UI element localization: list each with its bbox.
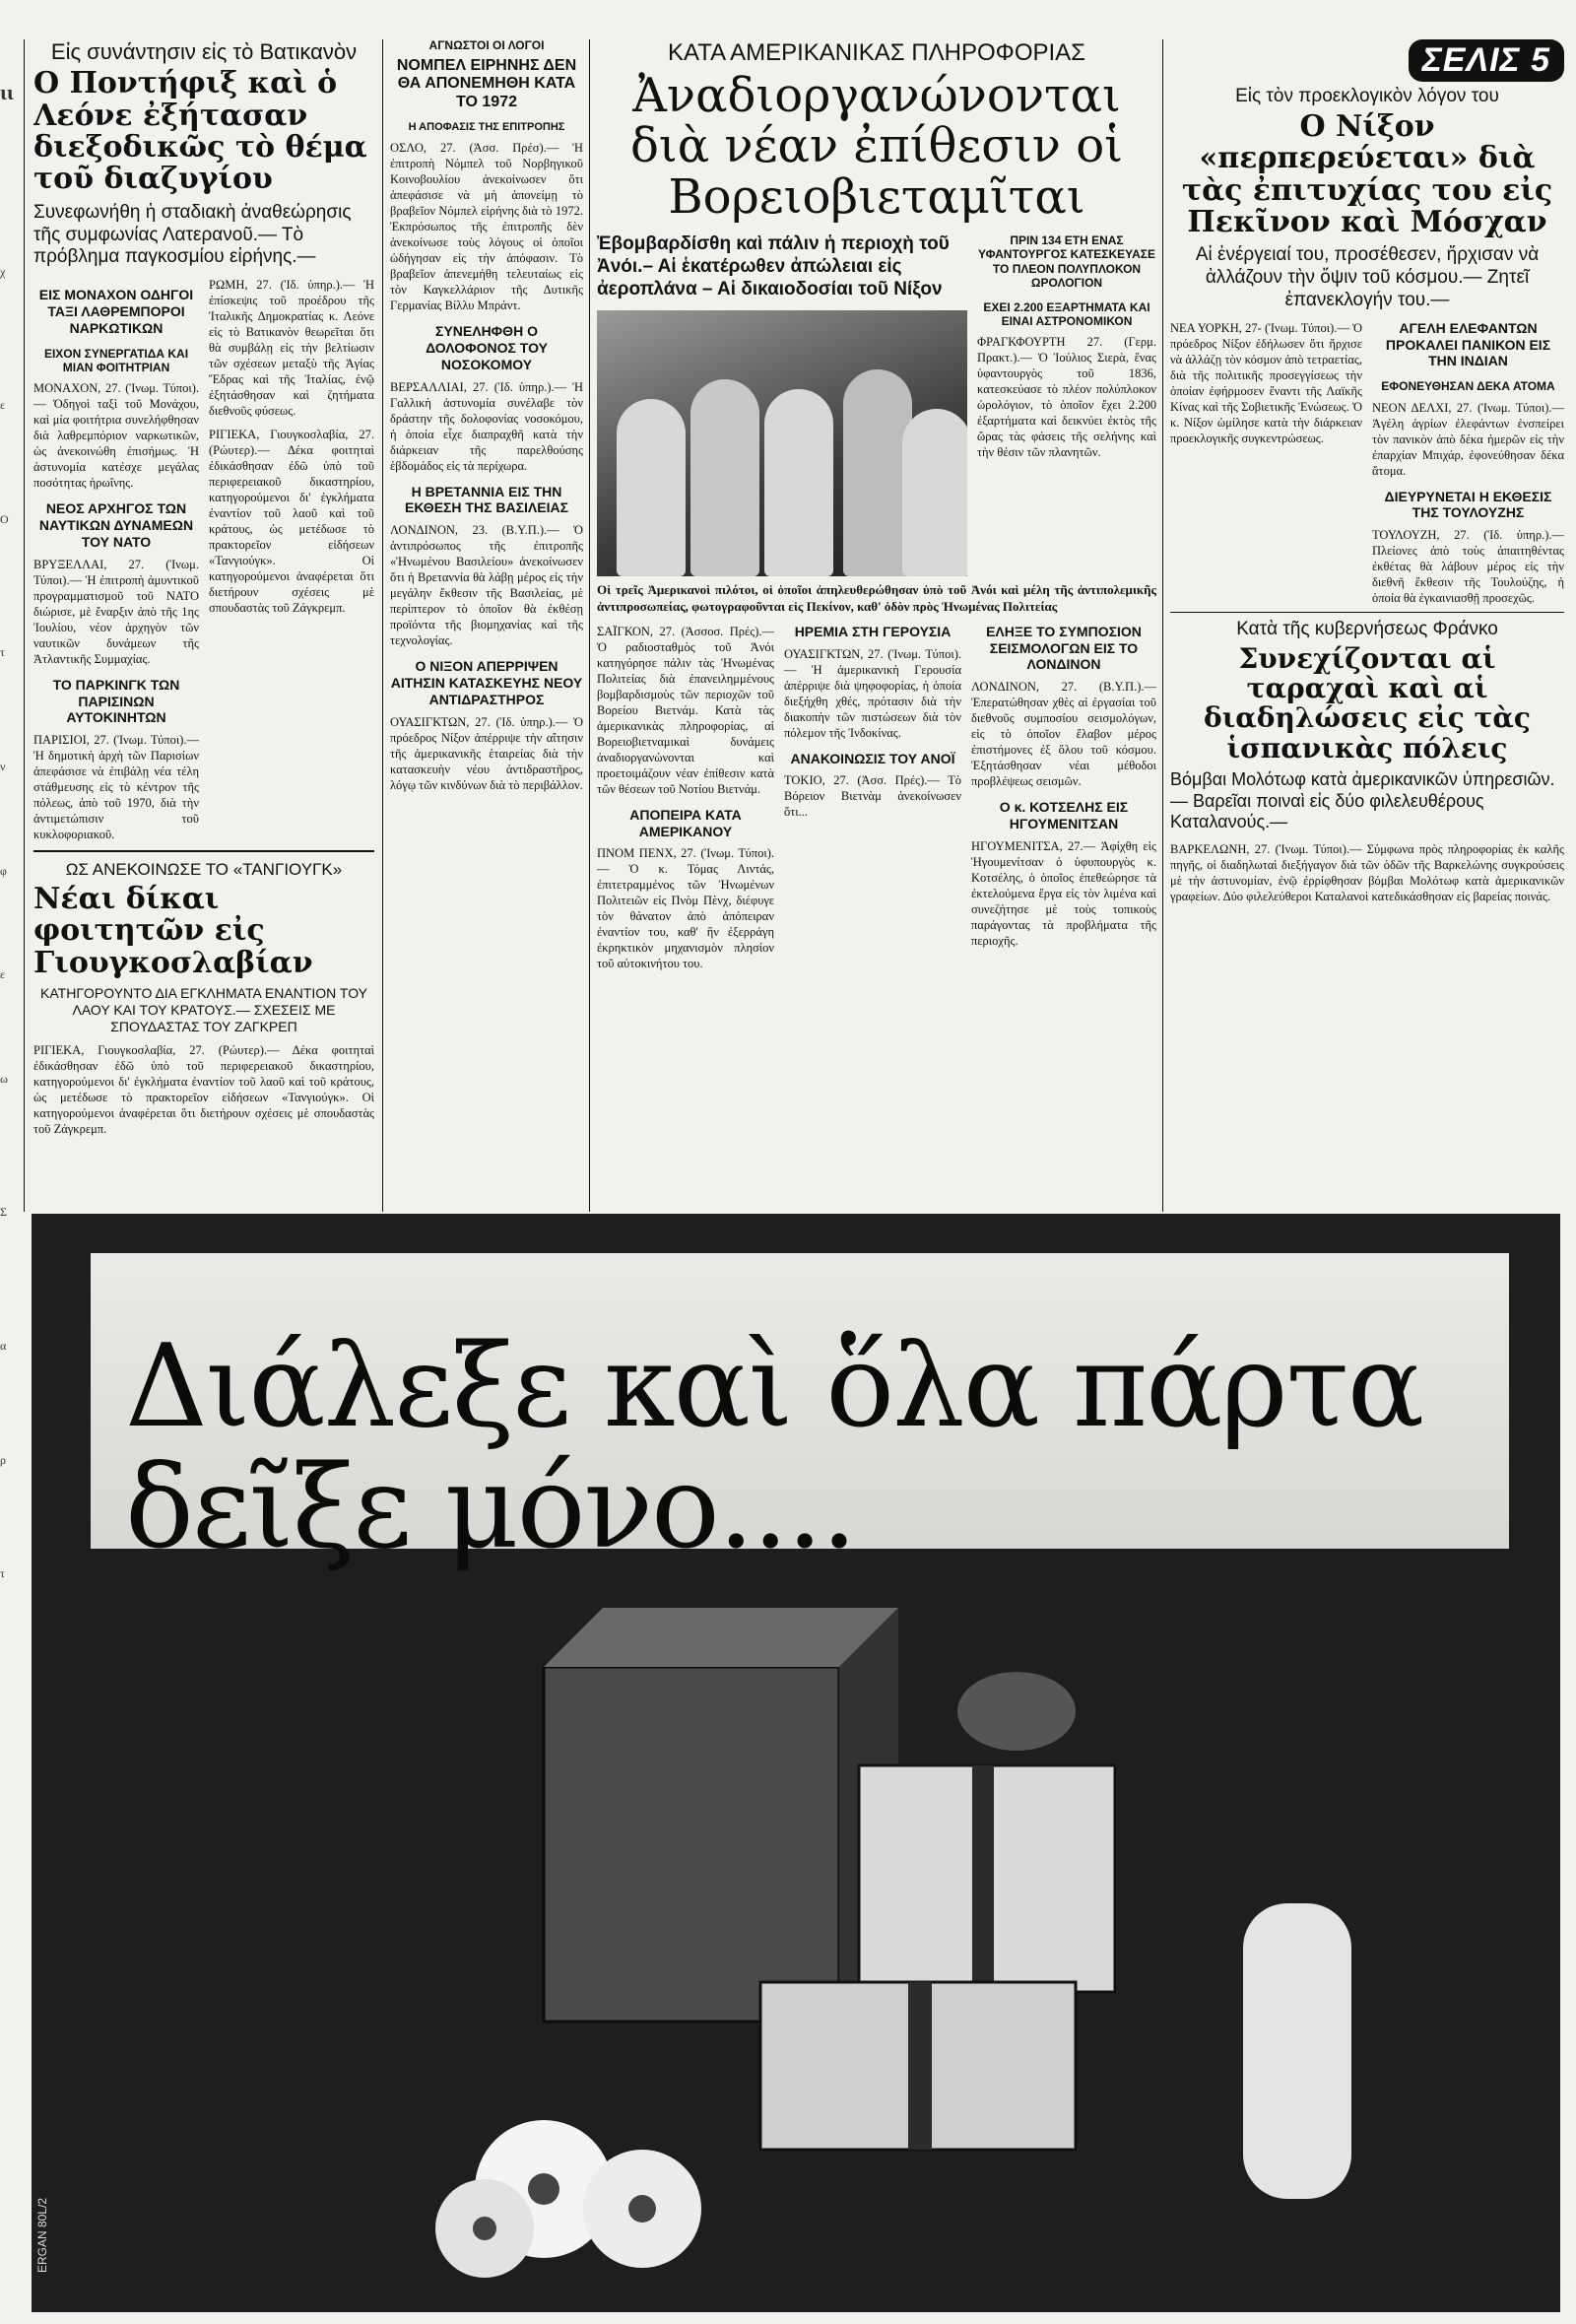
kicker-tanjug: ΩΣ ΑΝΕΚΟΙΝΩΣΕ ΤΟ «ΤΑΝΓΙΟΥΓΚ»: [65, 860, 343, 880]
edge-fragment: ν: [0, 759, 6, 773]
kicker-nixon: Εἰς τὸν προεκλογικὸν λόγον του: [1235, 86, 1499, 106]
body-nobel: ΟΣΛΟ, 27. (Ἀσσ. Πρέσ).— Ἡ ἐπιτροπὴ Νόμπελ τοῦ Νορβηγικοῦ Κοινοβουλίου ἀνεκοίνωσεν ὅτι ἀπεφάσισε νὰ μὴ ἀπονείμῃ τὸ βραβεῖον Νόμπελ εἰρήνης διὰ τὸ 1972. Ἐκπρόσωπος τῆς ἐπιτροπῆς δὲν ἀνεκοίνωσε τοὺς λόγους οἱ ὁποῖοι ὡδήγησαν εἰς τὴν ἀπόφασιν. Τὸ βραβεῖον ἀπενεμήθη τελευταίως εἰς τὸν Καγκελλάριον τῆς Δυτικῆς Γερμανίας Βίλλυ Μπράντ.: [390, 141, 583, 313]
deck-nixon: Αἱ ἐνέργειαί του, προσέθεσεν, ἤρχισαν νὰ ἀλλάζουν τὴν ὄψιν τοῦ κόσμου.— Ζητεῖ ἐπανεκλογήν του.—: [1195, 244, 1540, 310]
ad-headline-line-2: δεῖξε μόνο....: [125, 1440, 856, 1574]
deck-yugoslavia: ΚΑΤΗΓΟΡΟΥΝΤΟ ΔΙΑ ΕΓΚΛΗΜΑΤΑ ΕΝΑΝΤΙΟΝ ΤΟΥ ΛΑΟΥ ΚΑΙ ΤΟΥ ΚΡΑΤΟΥΣ.— ΣΧΕΣΕΙΣ ΜΕ ΣΠΟΥΔΑΣΤΑΣ ΤΟΥ ΖΑΓΚΡΕΠ: [40, 984, 367, 1034]
column-rule: [589, 39, 590, 1212]
subhead-nurse: ΣΥΝΕΛΗΦΘΗ Ο ΔΟΛΟΦΟΝΟΣ ΤΟΥ ΝΟΣΟΚΟΜΟΥ: [426, 323, 548, 372]
subhead-clock: ΠΡΙΝ 134 ΕΤΗ ΕΝΑΣ ΥΦΑΝΤΟΥΡΓΟΣ ΚΑΤΕΣΚΕΥΑΣΕ ΤΟ ΠΛΕΟΝ ΠΟΛΥΠΛΟΚΟΝ ΩΡΟΛΟΓΙΟΝ: [978, 233, 1155, 291]
page-badge: ΣΕΛΙΣ 5: [1409, 39, 1564, 82]
deck-vietnam: Ἐβομβαρδίσθη καὶ πάλιν ἡ περιοχὴ τοῦ Ἀνόι.– Αἱ ἑκατέρωθεν ἀπώλειαι εἰς ἀεροπλάνα – Αἱ δικαιοδοσίαι τοῦ Νίξον: [597, 233, 950, 299]
advertisement: [32, 1214, 1560, 2312]
edge-fragment: χ: [0, 264, 6, 279]
edge-fragment: τ: [0, 645, 5, 660]
body-vietnam: ΣΑΪΓΚΟΝ, 27. (Ἀσσοσ. Πρές).— Ὁ ραδιοσταθμὸς τοῦ Ἀνόι κατηγόρησε πάλιν τὰς Ἡνωμένας Πολιτείας διὰ ἐπανειλημμένους βομβαρδισμοὺς τῶν περιοχῶν τοῦ Βορείου Βιετνάμ. Κατὰ τὰς ἀμερικανικὰς πληροφορίας, αἱ Βορειοβιετναμικαὶ δυνάμεις ἀναδιοργανώνονται καὶ προετοιμάζουν νέαν ἐπίθεσιν κατὰ τῶν θέσεων τοῦ Νοτίου Βιετνάμ.: [597, 624, 774, 796]
edge-fragment: α: [0, 1338, 7, 1353]
ad-headline-line-1: Διάλεξε καὶ ὅλα πάρτα: [125, 1320, 1423, 1453]
subhead-taxi: ΕΙΣ ΜΟΝΑΧΟΝ ΟΔΗΓΟΙ ΤΑΞΙ ΛΑΘΡΕΜΠΟΡΟΙ ΝΑΡΚΩΤΙΚΩΝ: [38, 287, 194, 336]
kicker-franco: Κατὰ τῆς κυβερνήσεως Φράνκο: [1236, 619, 1498, 640]
edge-fragment: φ: [0, 863, 7, 878]
subhead-attempt: ΑΠΟΠΕΙΡΑ ΚΑΤΑ ΑΜΕΡΙΚΑΝΟΥ: [629, 806, 742, 839]
body-toulouse: ΤΟΥΛΟΥΖΗ, 27. (Ἰδ. ὑπηρ.).— Πλείονες ἀπὸ τοὺς ἀπαιτηθέντας ἐκθέτας θὰ λάβουν μέρος εἰς τὴν διεθνῆ ἔκθεσιν τῆς Τουλούζης, ἡ ὁποία θὰ ἐγκαινιασθῇ προσεχῶς.: [1372, 528, 1564, 606]
body-spain: ΒΑΡΚΕΛΩΝΗ, 27. (Ἰνωμ. Τύποι).— Σύμφωνα πρὸς πληροφορίας ἐκ καλῆς πηγῆς, οἱ διαδηλωταὶ διεξήγαγον διὰ τῶν ὁδῶν τῆς Βαρκελώνης συγκρούσεις μὲ τὴν ἀστυνομίαν, ἐνῷ ἐρρίφθησαν βόμβαι Μολότωφ κατὰ ἀμερικανικῶν γραφείων. Δύο φιλελεύθεροι Καταλανοὶ κατεδικάσθησαν εἰς βαρείας ποινάς.: [1170, 841, 1564, 903]
column-vietnam: [597, 39, 1156, 971]
edge-fragment: Ο: [0, 511, 9, 526]
subhead-kotselis: Ο κ. ΚΟΤΣΕΛΗΣ ΕΙΣ ΗΓΟΥΜΕΝΙΤΣΑΝ: [999, 799, 1129, 831]
kicker-vatican: Εἰς συνάντησιν εἰς τὸ Βατικανὸν: [50, 39, 358, 64]
body-parking: ΠΑΡΙΣΙΟΙ, 27. (Ἰνωμ. Τύποι).— Ἡ δημοτικὴ ἀρχὴ τῶν Παρισίων ἀπεφάσισε νὰ ἐπιβάλῃ νέα τέλη στάθμευσης εἰς τὸ κέντρον τῆς πόλεως, ἀπὸ τοῦ 1970, διὰ τὴν ἀντιμετώπισιν τοῦ κυκλοφοριακοῦ.: [33, 733, 199, 842]
ad-credit: ERGAN 80L/2: [35, 2197, 49, 2273]
subhead-seismologists: ΕΛΗΞΕ ΤΟ ΣΥΜΠΟΣΙΟΝ ΣΕΙΣΜΟΛΟΓΩΝ ΕΙΣ ΤΟ ΛΟΝΔΙΝΟΝ: [986, 623, 1142, 673]
column-rule: [382, 39, 383, 1212]
body-nixon: ΝΕΑ ΥΟΡΚΗ, 27- (Ἰνωμ. Τύποι).— Ὁ πρόεδρος Νίξον ἐδήλωσεν ὅτι ἤρχισε νὰ ἀλλάζῃ τὸν κόσμον ἀπὸ τετραετίας, διὰ τῆς πολιτικῆς προσεγγίσεως τὴν ὁποίαν ἐφήρμοσεν ἔναντι τῆς Λαϊκῆς Κίνας καὶ τῆς Σοβιετικῆς Ἑνώσεως. Ὁ κ. Νίξον ὡμίλησε κατὰ τὴν διάρκειαν προεκλογικῆς συγκεντρώσεως.: [1170, 320, 1362, 445]
column-rule: [1162, 39, 1163, 1212]
body-nurse: ΒΕΡΣΑΛΛΙΑΙ, 27. (Ἰδ. ὑπηρ.).— Ἡ Γαλλικὴ ἀστυνομία συνέλαβε τὸν δράστην τῆς δολοφονίας νοσοκόμου, ἡ ὁποία εἶχε διαπραχθῆ κατὰ τὴν διάρκειαν τῆς παρελθούσης ἑβδομάδος εἰς τὰ περίχωρα.: [390, 379, 583, 473]
subhead-clock-2: ΕΧΕΙ 2.200 ΕΞΑΡΤΗΜΑΤΑ ΚΑΙ ΕΙΝΑΙ ΑΣΤΡΟΝΟΜΙΚΟΝ: [983, 299, 1150, 329]
body-vatican: ΡΩΜΗ, 27. (Ἰδ. ὑπηρ.).— Ἡ ἐπίσκεψις τοῦ προέδρου τῆς Ἰταλικῆς Δημοκρατίας κ. Λεόνε εἰς τὸ Βατικανὸν θεωρεῖται ὅτι θὰ συμβάλῃ εἰς τὴν βελτίωσιν τῶν σχέσεων μεταξὺ τῆς Ἁγίας Ἕδρας καὶ τῆς Ἰταλίας, ἐνῷ ἐξητάσθησαν καὶ ζητήματα διεθνοῦς φύσεως.: [209, 278, 374, 419]
subhead-taxi-2: ΕΙΧΟΝ ΣΥΝΕΡΓΑΤΙΔΑ ΚΑΙ ΜΙΑΝ ΦΟΙΤΗΤΡΙΑΝ: [43, 346, 189, 375]
body-clock: ΦΡΑΓΚΦΟΥΡΤΗ 27. (Γερμ. Πρακτ.).— Ὁ Ἰούλιος Σιερὰ, ἕνας ὑφαντουργὸς τοῦ 1836, κατεσκεύασε τὸ πλέον πολύπλοκον ὡρολόγιον, τὸ ὁποῖον ἔχει 2.200 ἐξαρτήματα καὶ δεικνύει ἐκτὸς τῆς ὥρας τὰς φάσεις τῆς σελήνης καὶ τὴν θέσιν τῶν πλανητῶν.: [977, 335, 1156, 460]
subhead-nixon-reactor: Ο ΝΙΞΟΝ ΑΠΕΡΡΙΨΕΝ ΑΙΤΗΣΙΝ ΚΑΤΑΣΚΕΥΗΣ ΝΕΟΥ ΑΝΤΙΔΡΑΣΤΗΡΟΣ: [390, 658, 583, 707]
headline-nobel: ΝΟΜΠΕΛ ΕΙΡΗΝΗΣ ΔΕΝ ΘΑ ΑΠΟΝΕΜΗΘΗ ΚΑΤΑ ΤΟ 1972: [396, 56, 577, 110]
body-yugoslavia: ΡΙΓΙΕΚΑ, Γιουγκοσλαβία, 27. (Ρώυτερ).— Δέκα φοιτηταὶ ἐδικάσθησαν ἐδῶ ὑπὸ τοῦ περιφερειακοῦ δικαστηρίου, κατηγορούμενοι δι' ἐγκλήματα ἐναντίον τοῦ λαοῦ καὶ τοῦ κράτους, ὡς μετέδωσε τὸ πρακτορεῖον εἰδήσεων «Τανγιούγκ». Οἱ κατηγορούμενοι ἀναφέρεται ὅτι διετήρουν σχέσεις μὲ σπουδαστὰς τοῦ Ζάγκρεμπ.: [33, 1043, 374, 1137]
left-edge-fragments: [0, 39, 22, 1813]
photo-caption: Οἱ τρεῖς Ἀμερικανοὶ πιλότοι, οἱ ὁποῖοι ἀπηλευθερώθησαν ὑπὸ τοῦ Ἀνόι καὶ μέλη τῆς ἀντιπολεμικῆς ἀντιπροσωπείας, φωτογραφοῦνται εἰς Πεκίνον, καθ' ὁδὸν πρὸς Ἡνωμένας Πολιτείας: [597, 582, 1156, 615]
subhead-parking: ΤΟ ΠΑΡΚΙΝΓΚ ΤΩΝ ΠΑΡΙΣΙΝΩΝ ΑΥΤΟΚΙΝΗΤΩΝ: [52, 676, 180, 726]
headline-vietnam: Ἀναδιοργανώνονται διὰ νέαν ἐπίθεσιν οἱ Βορειοβιεταμῖται: [630, 67, 1123, 226]
column-nixon: [1170, 39, 1564, 904]
headline-nixon: Ο Νίξον «περπερεύεται» διὰ τὰς ἐπιτυχίας του εἰς Πεκῖνον καὶ Μόσχαν: [1181, 108, 1553, 240]
deck-spain: Βόμβαι Μολότωφ κατὰ ἀμερικανικῶν ὑπηρεσιῶν.— Βαρεῖαι ποιναὶ εἰς δύο φιλελευθέρους Καταλανούς.—: [1170, 768, 1555, 832]
body-senate: ΟΥΑΣΙΓΚΤΩΝ, 27. (Ἰνωμ. Τύποι).— Ἡ ἀμερικανικὴ Γερουσία ἀπέρριψε διὰ ψηφοφορίας, ἡ ὁποία διεξήχθη χθές, πρότασιν διὰ τὴν διακοπὴν τῶν πιστώσεων διὰ τὸν πόλεμον τῆς Ἰνδοκίνας.: [784, 646, 961, 740]
body-seismologists: ΛΟΝΔΙΝΟΝ, 27. (Β.Υ.Π.).— Ἐπερατώθησαν χθὲς αἱ ἐργασίαι τοῦ διεθνοῦς συμποσίου σεισμολόγων, εἰς τὸ ὁποῖον ἔλαβον μέρος ἐπιστήμονες ἐξ ὅλου τοῦ κόσμου. Ἐξητάσθησαν νέαι μέθοδοι προβλέψεως σεισμῶν.: [971, 680, 1156, 789]
subhead-elephants-2: ΕΦΟΝΕΥΘΗΣΑΝ ΔΕΚΑ ΑΤΟΜΑ: [1381, 379, 1555, 394]
column-nobel: [390, 39, 583, 793]
headline-yugoslavia: Νέαι δίκαι φοιτητῶν εἰς Γιουγκοσλαβίαν: [33, 881, 313, 980]
pilots-photo: [597, 310, 967, 576]
gift-boxes-illustration: [32, 1214, 1560, 2312]
body-nixon-reactor: ΟΥΑΣΙΓΚΤΩΝ, 27. (Ἰδ. ὑπηρ.).— Ὁ πρόεδρος Νίξον ἀπέρριψε τὴν αἴτησιν τῆς ἀμερικανικῆς ἑταιρείας διὰ τὴν κατασκευὴν νέου ἀντιδραστῆρος, λόγῳ τῶν κινδύνων διὰ τὸ περιβάλλον.: [390, 714, 583, 792]
subhead-hanoi: ΑΝΑΚΟΙΝΩΣΙΣ ΤΟΥ ΑΝΟΪ: [790, 750, 955, 766]
headline-vatican: Ο Ποντήφιξ καὶ ὁ Λεόνε ἐξήτασαν διεξοδικῶς τὸ θέμα τοῦ διαζυγίου: [33, 66, 367, 197]
edge-fragment: τ: [0, 1566, 5, 1581]
column-vatican: [33, 39, 374, 1137]
subhead-elephants: ΑΓΕΛΗ ΕΛΕΦΑΝΤΩΝ ΠΡΟΚΑΛΕΙ ΠΑΝΙΚΟΝ ΕΙΣ ΤΗΝ ΙΝΔΙΑΝ: [1385, 319, 1551, 369]
body-elephants: ΝΕΟΝ ΔΕΛΧΙ, 27. (Ἰνωμ. Τύποι).— Ἀγέλη ἀγρίων ἐλεφάντων ἐνσπείρει τὸν πανικὸν ἀπὸ δέκα ἡμερῶν εἰς τὴν ἐπαρχίαν Μπιχάρ, ἐφονεύθησαν δέκα ἄτομα.: [1372, 400, 1564, 478]
column-rule: [24, 39, 25, 1212]
subhead-toulouse: ΔΙΕΥΡΥΝΕΤΑΙ Η ΕΚΘΕΣΙΣ ΤΗΣ ΤΟΥΛΟΥΖΗΣ: [1384, 488, 1552, 521]
edge-fragment: ρ: [0, 1452, 6, 1467]
edge-fragment: ε: [0, 398, 6, 413]
edge-fragment: ω: [0, 1071, 8, 1086]
edge-fragment: ε: [0, 967, 6, 982]
edge-fragment: Σ: [0, 1205, 7, 1220]
body-britain: ΛΟΝΔΙΝΟΝ, 23. (Β.Υ.Π.).— Ὁ ἀντιπρόσωπος τῆς ἐπιτροπῆς «Ἡνωμένου Βασιλείου» ἀνεκοίνωσεν ὅτι ἡ Βρεταννία θὰ λάβῃ μέρος εἰς τὴν μεγάλην ἔκθεσιν τῆς Βασιλείας, μὲ περίπτερον τὸ ὁποῖον θὰ ἐκθέσῃ προϊόντα τῆς βιομηχανίας καὶ τῆς τεχνολογίας.: [390, 523, 583, 648]
body-kotselis: ΗΓΟΥΜΕΝΙΤΣΑ, 27.— Ἀφίχθη εἰς Ἡγουμενίτσαν ὁ ὑφυπουργὸς κ. Κοτσέλης, ὁ ὁποῖος ἐπεθεώρησε τὰ ἐκτελούμενα ἔργα εἰς τὸν λιμένα καὶ συνεζήτησε μὲ τοὺς τοπικοὺς παράγοντας τὰ προβλήματα τῆς περιοχῆς.: [971, 838, 1156, 948]
kicker-vietnam: ΚΑΤΑ ΑΜΕΡΙΚΑΝΙΚΑΣ ΠΛΗΡΟΦΟΡΙΑΣ: [667, 39, 1086, 66]
subhead-nato: ΝΕΟΣ ΑΡΧΗΓΟΣ ΤΩΝ ΝΑΥΤΙΚΩΝ ΔΥΝΑΜΕΩΝ ΤΟΥ ΝΑΤΟ: [38, 500, 194, 551]
body-vatican-2: ΡΙΓΙΕΚΑ, Γιουγκοσλαβία, 27. (Ρώυτερ).— Δέκα φοιτηταὶ ἐδικάσθησαν ἐδῶ ὑπὸ τοῦ περιφερειακοῦ δικαστηρίου, κατηγορούμενοι δι' ἐγκλήματα ἐναντίον τοῦ λαοῦ καὶ τοῦ κράτους, ὡς μετέδωσε τὸ πρακτορεῖον εἰδήσεων «Τανγιούγκ». Οἱ κατηγορούμενοι ἀναφέρεται ὅτι διετήρουν σχέσεις μὲ σπουδαστὰς τοῦ Ζάγκρεμπ.: [209, 428, 374, 616]
body-hanoi: ΤΟΚΙΟ, 27. (Ἀσσ. Πρές).— Τὸ Βόρειον Βιετνὰμ ἀνεκοίνωσεν ὅτι...: [784, 773, 961, 820]
edge-fragment: ιι: [0, 80, 14, 104]
body-taxi: ΜΟΝΑΧΟΝ, 27. (Ἰνωμ. Τύποι).— Ὀδηγοὶ ταξὶ τοῦ Μονάχου, καὶ μία φοιτήτρια συνελήφθησαν διὰ λαθρεμπόριον ναρκωτικῶν, ὡς ἀνεκοινώθη ἐπισήμως. Ἡ ἀστυνομία κατέσχε μεγάλας ποσότητας ἡρωΐνης.: [33, 381, 199, 491]
subhead-senate: ΗΡΕΜΙΑ ΣΤΗ ΓΕΡΟΥΣΙΑ: [794, 623, 952, 639]
deck-vatican: Συνεφωνήθη ἡ σταδιακὴ ἀναθεώρησις τῆς συμφωνίας Λατερανοῦ.— Τὸ πρόβλημα παγκοσμίου εἰρήνης.—: [33, 201, 352, 268]
body-nato: ΒΡΥΞΕΛΛΑΙ, 27. (Ἰνωμ. Τύποι).— Ἡ ἐπιτροπὴ ἀμυντικοῦ προγραμματισμοῦ τοῦ ΝΑΤΟ διώρισε, μὲ ἔναρξιν ἀπὸ τῆς 1ης Ἰουλίου, νέον ἀρχηγὸν τῶν ναυτικῶν δυνάμεων τῆς Ἀτλαντικῆς Συμμαχίας.: [33, 557, 199, 666]
subhead-nobel: Η ΑΠΟΦΑΣΙΣ ΤΗΣ ΕΠΙΤΡΟΠΗΣ: [408, 120, 565, 133]
kicker-nobel: ΑΓΝΩΣΤΟΙ ΟΙ ΛΟΓΟΙ: [428, 39, 545, 52]
body-attempt: ΠΝΟΜ ΠΕΝΧ, 27. (Ἰνωμ. Τύποι).— Ὁ κ. Τόμας Λιντάς, ἐπιτετραμμένος τῶν Ἡνωμένων Πολιτειῶν εἰς Πνὸμ Πὲνχ, διέφυγε τὸν θάνατον ἀπὸ ἀπόπειραν ἐναντίον του, καθ' ἣν ἐξερράγη ἐκρηκτικὸν μηχανισμὸν πλησίον τοῦ αὐτοκινήτου του.: [597, 846, 774, 971]
subhead-britain: Η ΒΡΕΤΑΝΝΙΑ ΕΙΣ ΤΗΝ ΕΚΘΕΣΗ ΤΗΣ ΒΑΣΙΛΕΙΑΣ: [405, 483, 568, 516]
headline-spain: Συνεχίζονται αἱ ταραχαὶ καὶ αἱ διαδηλώσεις εἰς τὰς ἱσπανικὰς πόλεις: [1204, 642, 1531, 764]
